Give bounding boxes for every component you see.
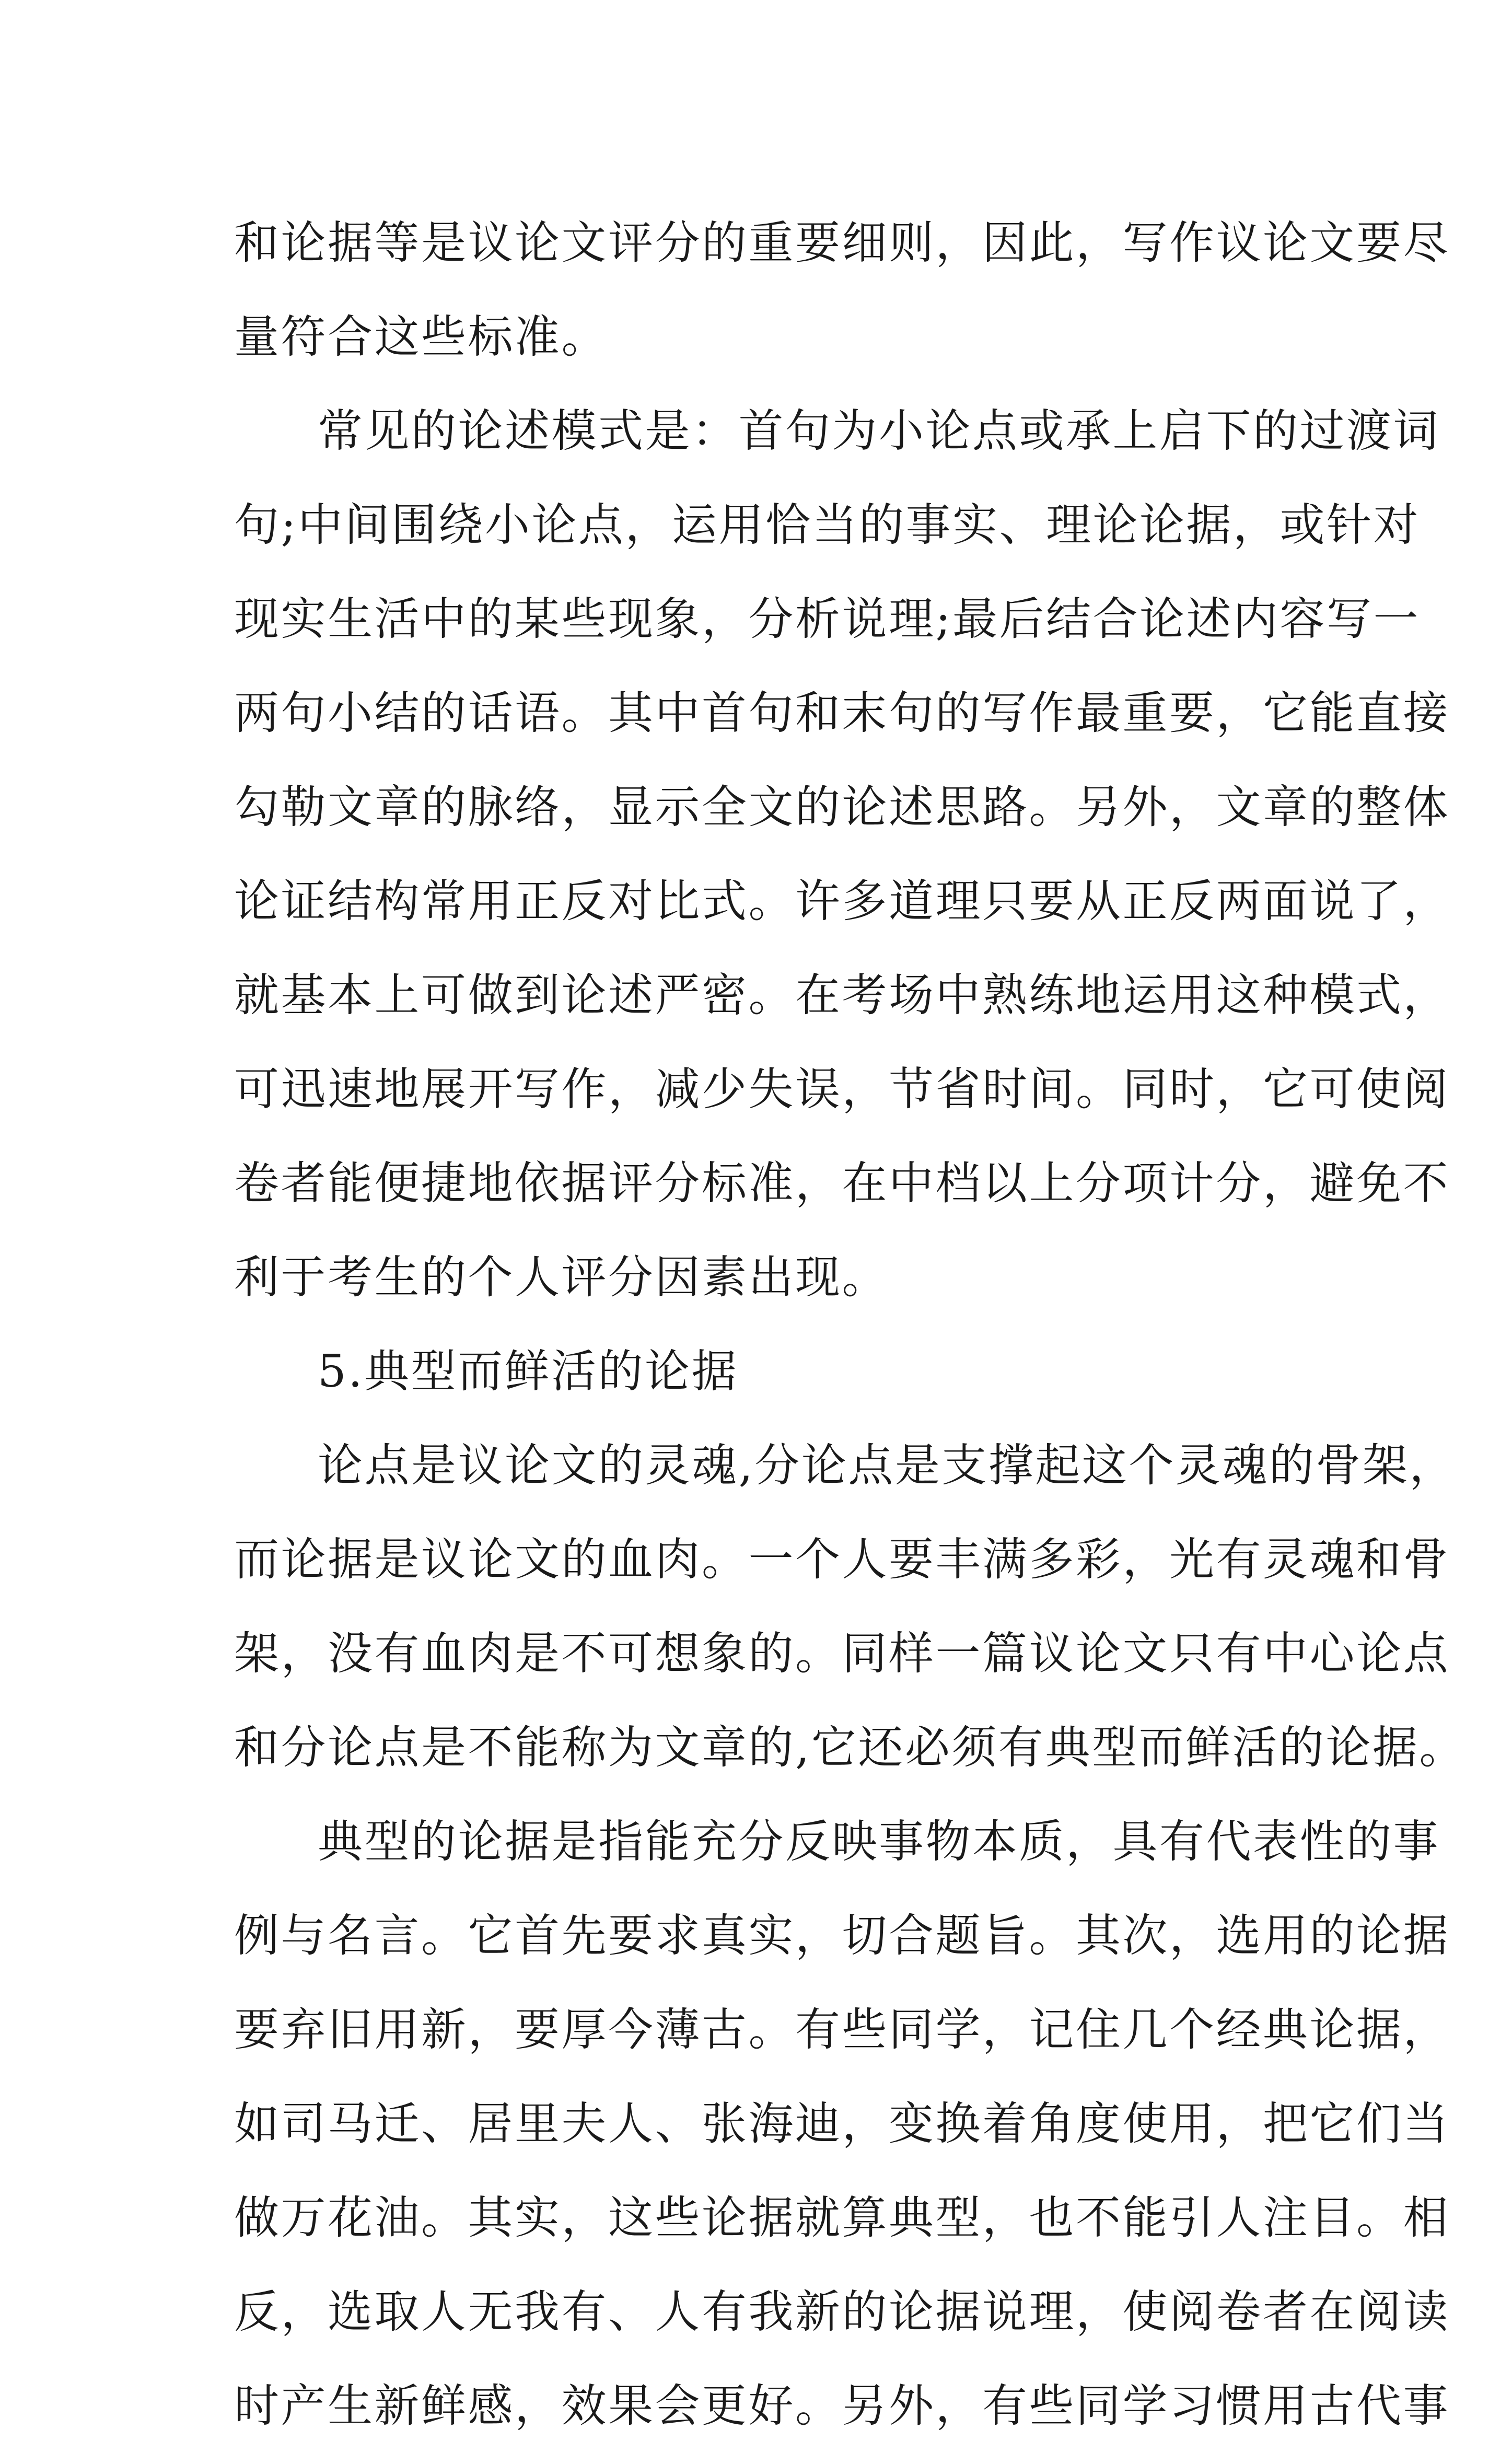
text-line: 而论据是议论文的血肉。一个人要丰满多彩，光有灵魂和骨 (234, 1533, 1450, 1586)
text-line: 做万花油。其实，这些论据就算典型，也不能引人注目。相 (234, 2192, 1450, 2244)
paragraph-first-line: 典型的论据是指能充分反映事物本质，具有代表性的事 (318, 1816, 1440, 1868)
text-line: 两句小结的话语。其中首句和末句的写作最重要，它能直接 (234, 687, 1450, 739)
text-line: 和论据等是议论文评分的重要细则，因此，写作议论文要尽 (234, 217, 1450, 269)
text-line: 论证结构常用正反对比式。许多道理只要从正反两面说了， (234, 875, 1450, 927)
text-line: 就基本上可做到论述严密。在考场中熟练地运用这种模式， (234, 969, 1450, 1021)
text-line: 利于考生的个人评分因素出现。 (234, 1251, 889, 1304)
paragraph-first-line: 论点是议论文的灵魂,分论点是支撑起这个灵魂的骨架， (318, 1439, 1456, 1492)
section-heading: 5.典型而鲜活的论据 (318, 1345, 739, 1398)
text-line: 句;中间围绕小论点，运用恰当的事实、理论论据，或针对 (234, 499, 1420, 551)
text-line: 卷者能便捷地依据评分标准，在中档以上分项计分，避免不 (234, 1157, 1450, 1210)
text-line: 量符合这些标准。 (234, 311, 608, 363)
body-text (234, 196, 1466, 2453)
text-line: 和分论点是不能称为文章的,它还必须有典型而鲜活的论据。 (234, 1722, 1466, 1774)
text-line: 时产生新鲜感，效果会更好。另外，有些同学习惯用古代事 (234, 2380, 1450, 2432)
text-line: 勾勒文章的脉络，显示全文的论述思路。另外，文章的整体 (234, 781, 1450, 833)
paragraph-first-line: 常见的论述模式是：首句为小论点或承上启下的过渡词 (318, 405, 1440, 457)
text-line: 架，没有血肉是不可想象的。同样一篇议论文只有中心论点 (234, 1627, 1450, 1680)
text-line: 现实生活中的某些现象，分析说理;最后结合论述内容写一 (234, 593, 1420, 645)
text-line: 反，选取人无我有、人有我新的论据说理，使阅卷者在阅读 (234, 2286, 1450, 2338)
text-line: 如司马迁、居里夫人、张海迪，变换着角度使用，把它们当 (234, 2098, 1450, 2150)
text-line: 要弃旧用新，要厚今薄古。有些同学，记住几个经典论据， (234, 2004, 1450, 2056)
text-line: 可迅速地展开写作，减少失误，节省时间。同时，它可使阅 (234, 1063, 1450, 1115)
text-line: 例与名言。它首先要求真实，切合题旨。其次，选用的论据 (234, 1910, 1450, 1962)
